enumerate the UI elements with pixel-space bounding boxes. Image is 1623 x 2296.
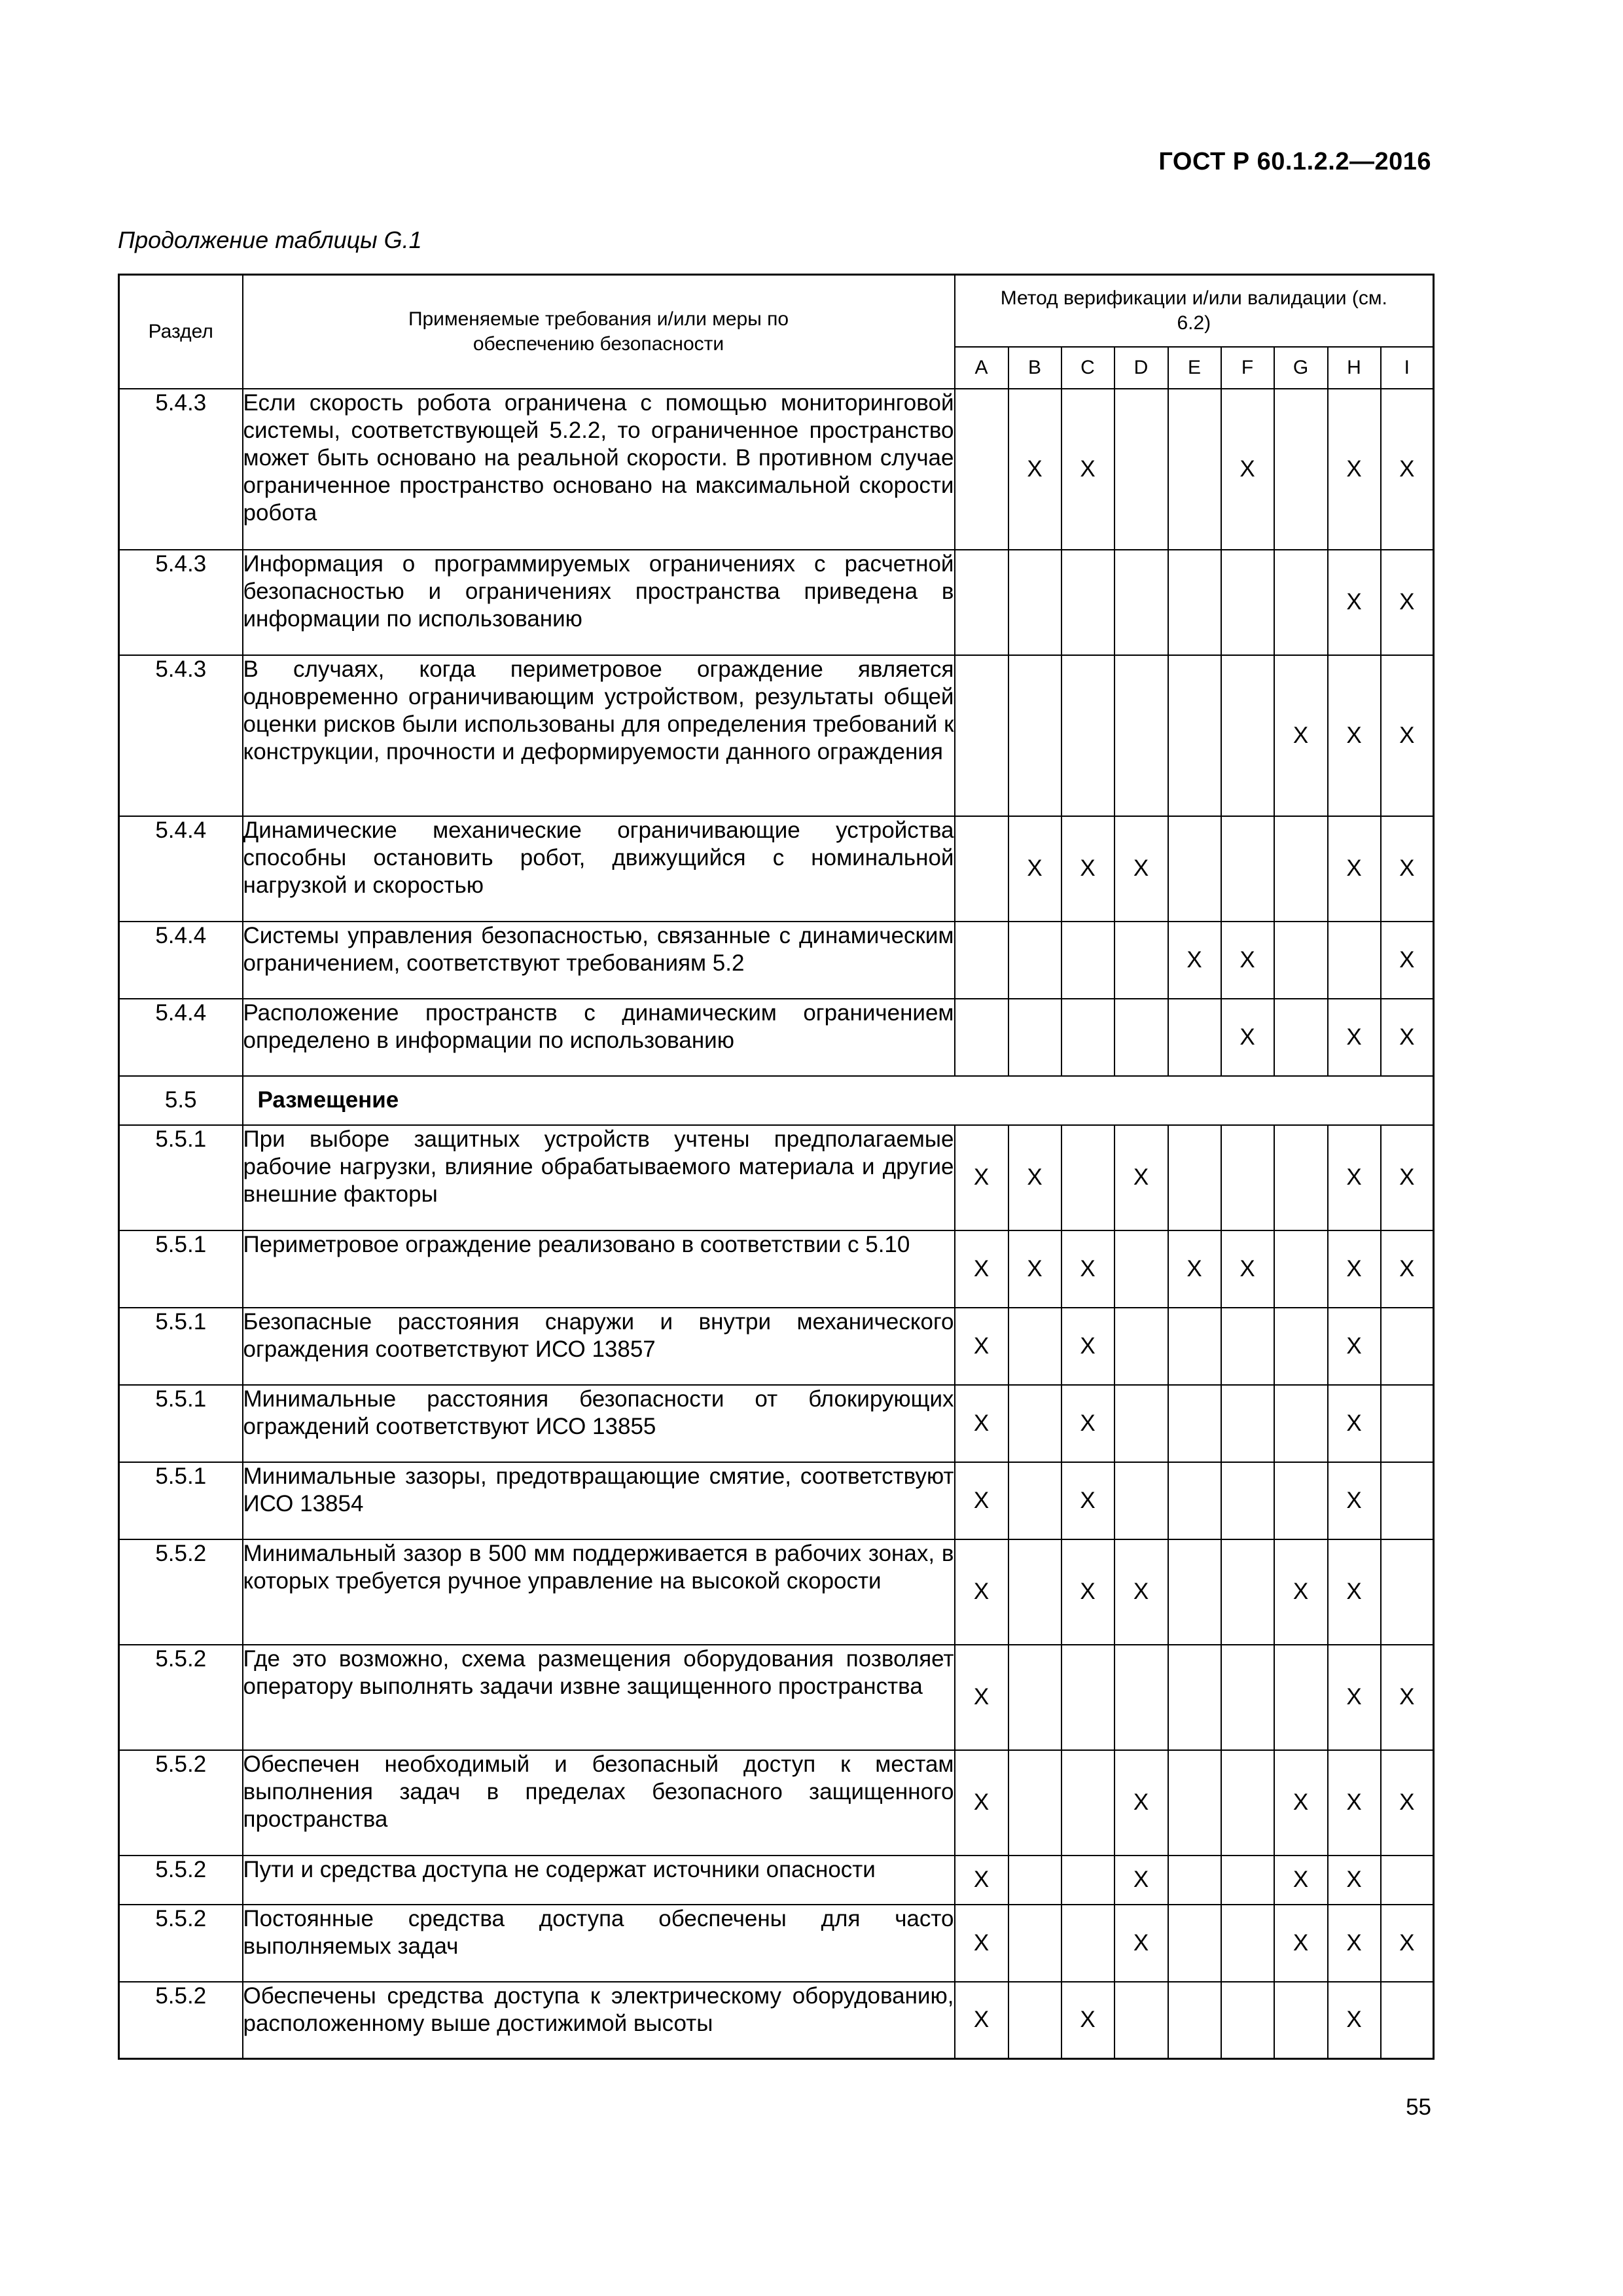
- method-mark-c: X: [1061, 1308, 1115, 1385]
- section-number: 5.5.2: [119, 1856, 243, 1905]
- method-letter-d: D: [1115, 347, 1168, 389]
- method-mark-e: [1168, 1982, 1221, 2059]
- method-mark-c: [1061, 922, 1115, 999]
- method-mark-f: X: [1221, 999, 1274, 1076]
- requirement-text: Минимальные зазоры, предотвращающие смятие, соответствуют ИСО 13854: [243, 1462, 955, 1539]
- table-row: [119, 1385, 1434, 1462]
- header-requirements: Применяемые требования и/или меры по обеспечению безопасности: [243, 275, 955, 389]
- section-number: 5.4.3: [119, 655, 243, 816]
- method-mark-e: X: [1168, 922, 1221, 999]
- table-row: [119, 1905, 1434, 1982]
- method-mark-a: X: [955, 1645, 1008, 1750]
- section-number: 5.5.1: [119, 1462, 243, 1539]
- requirement-text: Если скорость робота ограничена с помощью мониторинговой системы, соответствующей 5.2.2, то ограниченное пространство может быть основано на реальной скорости. В противном случае ограниченное пространство основано на максимальной скорости робота: [243, 389, 955, 550]
- method-mark-g: [1274, 550, 1328, 655]
- method-mark-a: X: [955, 1750, 1008, 1856]
- method-mark-a: X: [955, 1856, 1008, 1905]
- method-mark-b: [1008, 1462, 1061, 1539]
- method-mark-b: [1008, 922, 1061, 999]
- method-letter-e: E: [1168, 347, 1221, 389]
- method-mark-i: [1381, 1856, 1434, 1905]
- method-letter-c: C: [1061, 347, 1115, 389]
- method-mark-b: X: [1008, 1230, 1061, 1308]
- method-mark-a: X: [955, 1385, 1008, 1462]
- method-mark-h: X: [1328, 1905, 1381, 1982]
- method-mark-b: [1008, 550, 1061, 655]
- method-mark-d: [1115, 389, 1168, 550]
- method-mark-i: X: [1381, 1230, 1434, 1308]
- method-mark-b: [1008, 1645, 1061, 1750]
- method-mark-e: [1168, 389, 1221, 550]
- section-number: 5.5.1: [119, 1308, 243, 1385]
- method-mark-b: [1008, 1308, 1061, 1385]
- method-mark-b: X: [1008, 816, 1061, 922]
- table-row: [119, 1539, 1434, 1645]
- method-mark-c: [1061, 1856, 1115, 1905]
- requirement-text: В случаях, когда периметровое ограждение является одновременно ограничивающим устройством, результаты общей оценки рисков были использованы для определения требований к конструкции, прочности и деформируемости данного ограждения: [243, 655, 955, 816]
- method-mark-a: [955, 999, 1008, 1076]
- method-mark-e: [1168, 1539, 1221, 1645]
- section-number: 5.4.3: [119, 550, 243, 655]
- method-mark-f: [1221, 1308, 1274, 1385]
- method-mark-f: [1221, 816, 1274, 922]
- method-mark-g: [1274, 1645, 1328, 1750]
- requirement-text: Периметровое ограждение реализовано в соответствии с 5.10: [243, 1230, 955, 1308]
- method-mark-f: X: [1221, 1230, 1274, 1308]
- method-mark-h: X: [1328, 1645, 1381, 1750]
- method-mark-g: [1274, 1125, 1328, 1230]
- method-letter-a: A: [955, 347, 1008, 389]
- section-number: 5.5.2: [119, 1645, 243, 1750]
- section-number: 5.5.2: [119, 1982, 243, 2059]
- table-header: [119, 275, 1434, 389]
- method-letter-g: G: [1274, 347, 1328, 389]
- method-mark-h: X: [1328, 1385, 1381, 1462]
- method-mark-g: [1274, 1385, 1328, 1462]
- section-number: 5.5.1: [119, 1385, 243, 1462]
- requirement-text: Обеспечен необходимый и безопасный доступ к местам выполнения задач в пределах безопасного защищенного пространства: [243, 1750, 955, 1856]
- method-mark-h: X: [1328, 1230, 1381, 1308]
- method-mark-i: X: [1381, 1125, 1434, 1230]
- section-number: 5.4.3: [119, 389, 243, 550]
- method-mark-a: [955, 389, 1008, 550]
- method-mark-h: X: [1328, 655, 1381, 816]
- method-mark-h: X: [1328, 550, 1381, 655]
- method-mark-f: [1221, 1125, 1274, 1230]
- requirement-text: Минимальные расстояния безопасности от блокирующих ограждений соответствуют ИСО 13855: [243, 1385, 955, 1462]
- method-mark-g: [1274, 389, 1328, 550]
- section-number: 5.5.2: [119, 1539, 243, 1645]
- method-mark-h: X: [1328, 1308, 1381, 1385]
- method-mark-f: [1221, 1982, 1274, 2059]
- method-mark-d: X: [1115, 1125, 1168, 1230]
- table-row: [119, 655, 1434, 816]
- section-number: 5.4.4: [119, 922, 243, 999]
- method-mark-i: X: [1381, 389, 1434, 550]
- method-mark-f: [1221, 1645, 1274, 1750]
- table-row: [119, 1645, 1434, 1750]
- method-mark-h: X: [1328, 1856, 1381, 1905]
- method-mark-c: [1061, 1750, 1115, 1856]
- method-mark-e: [1168, 1385, 1221, 1462]
- method-mark-e: [1168, 550, 1221, 655]
- method-mark-g: [1274, 1982, 1328, 2059]
- method-mark-h: X: [1328, 1750, 1381, 1856]
- method-mark-c: X: [1061, 1462, 1115, 1539]
- method-mark-f: X: [1221, 922, 1274, 999]
- verification-table: [118, 274, 1435, 2060]
- method-mark-e: [1168, 1462, 1221, 1539]
- requirement-text: Постоянные средства доступа обеспечены для часто выполняемых задач: [243, 1905, 955, 1982]
- section-heading-row: [119, 1076, 1434, 1125]
- method-letter-i: I: [1381, 347, 1434, 389]
- table-row: [119, 1750, 1434, 1856]
- table-body: [119, 389, 1434, 2059]
- table-row: [119, 1856, 1434, 1905]
- method-mark-i: [1381, 1308, 1434, 1385]
- method-mark-b: X: [1008, 389, 1061, 550]
- method-mark-e: [1168, 1125, 1221, 1230]
- requirement-text: Где это возможно, схема размещения оборудования позволяет оператору выполнять задачи извне защищенного пространства: [243, 1645, 955, 1750]
- method-mark-b: [1008, 1385, 1061, 1462]
- method-mark-h: X: [1328, 999, 1381, 1076]
- section-number: 5.4.4: [119, 999, 243, 1076]
- table-row: [119, 1982, 1434, 2059]
- method-mark-e: [1168, 1905, 1221, 1982]
- method-mark-h: X: [1328, 1125, 1381, 1230]
- method-mark-b: [1008, 1905, 1061, 1982]
- table-caption: Продолжение таблицы G.1: [118, 226, 422, 253]
- table-row: [119, 816, 1434, 922]
- method-mark-b: [1008, 1856, 1061, 1905]
- section-number: 5.5: [119, 1076, 243, 1125]
- method-mark-f: [1221, 655, 1274, 816]
- method-mark-c: [1061, 655, 1115, 816]
- method-mark-f: [1221, 1856, 1274, 1905]
- method-mark-c: X: [1061, 389, 1115, 550]
- method-mark-c: [1061, 999, 1115, 1076]
- method-mark-f: X: [1221, 389, 1274, 550]
- method-mark-i: [1381, 1539, 1434, 1645]
- method-mark-g: [1274, 922, 1328, 999]
- method-mark-d: X: [1115, 816, 1168, 922]
- method-mark-h: [1328, 922, 1381, 999]
- method-mark-f: [1221, 1750, 1274, 1856]
- method-mark-b: X: [1008, 1125, 1061, 1230]
- method-mark-e: [1168, 999, 1221, 1076]
- method-mark-i: X: [1381, 922, 1434, 999]
- requirement-text: Обеспечены средства доступа к электрическому оборудованию, расположенному выше достижимой высоты: [243, 1982, 955, 2059]
- requirement-text: При выборе защитных устройств учтены предполагаемые рабочие нагрузки, влияние обрабатываемого материала и другие внешние факторы: [243, 1125, 955, 1230]
- method-mark-e: X: [1168, 1230, 1221, 1308]
- method-mark-d: [1115, 655, 1168, 816]
- method-mark-g: X: [1274, 1905, 1328, 1982]
- method-mark-a: [955, 655, 1008, 816]
- method-mark-i: X: [1381, 1645, 1434, 1750]
- method-mark-i: [1381, 1385, 1434, 1462]
- method-mark-h: X: [1328, 389, 1381, 550]
- method-mark-b: [1008, 1750, 1061, 1856]
- method-mark-a: [955, 550, 1008, 655]
- method-mark-a: X: [955, 1462, 1008, 1539]
- method-mark-b: [1008, 655, 1061, 816]
- method-mark-d: [1115, 1462, 1168, 1539]
- method-mark-c: [1061, 1905, 1115, 1982]
- method-mark-i: X: [1381, 655, 1434, 816]
- method-mark-a: X: [955, 1308, 1008, 1385]
- method-mark-i: X: [1381, 1905, 1434, 1982]
- method-mark-d: X: [1115, 1856, 1168, 1905]
- requirement-text: Динамические механические ограничивающие устройства способны остановить робот, движущийся с номинальной нагрузкой и скоростью: [243, 816, 955, 922]
- method-mark-g: [1274, 816, 1328, 922]
- method-mark-a: [955, 922, 1008, 999]
- table-row: [119, 1125, 1434, 1230]
- standard-code: ГОСТ Р 60.1.2.2—2016: [1158, 148, 1431, 175]
- method-mark-e: [1168, 1856, 1221, 1905]
- method-mark-e: [1168, 1308, 1221, 1385]
- method-mark-c: [1061, 550, 1115, 655]
- method-mark-g: X: [1274, 1750, 1328, 1856]
- table-row: [119, 999, 1434, 1076]
- method-mark-f: [1221, 1905, 1274, 1982]
- method-mark-g: [1274, 1230, 1328, 1308]
- method-letter-h: H: [1328, 347, 1381, 389]
- method-mark-g: X: [1274, 1856, 1328, 1905]
- method-letter-f: F: [1221, 347, 1274, 389]
- method-mark-f: [1221, 550, 1274, 655]
- method-mark-i: X: [1381, 999, 1434, 1076]
- requirement-text: Безопасные расстояния снаружи и внутри механического ограждения соответствуют ИСО 13857: [243, 1308, 955, 1385]
- table-row: [119, 389, 1434, 550]
- method-mark-f: [1221, 1385, 1274, 1462]
- method-mark-g: X: [1274, 1539, 1328, 1645]
- requirement-text: Пути и средства доступа не содержат источники опасности: [243, 1856, 955, 1905]
- section-number: 5.5.1: [119, 1230, 243, 1308]
- table-row: [119, 922, 1434, 999]
- requirement-text: Информация о программируемых ограничениях с расчетной безопасностью и ограничениях пространства приведена в информации по использованию: [243, 550, 955, 655]
- section-title: Размещение: [243, 1076, 1434, 1125]
- method-mark-d: [1115, 1982, 1168, 2059]
- method-mark-b: [1008, 1982, 1061, 2059]
- method-mark-d: [1115, 922, 1168, 999]
- method-mark-h: X: [1328, 1539, 1381, 1645]
- method-mark-h: X: [1328, 816, 1381, 922]
- method-mark-i: X: [1381, 550, 1434, 655]
- method-mark-c: X: [1061, 1539, 1115, 1645]
- method-mark-i: [1381, 1982, 1434, 2059]
- method-mark-a: X: [955, 1905, 1008, 1982]
- requirement-text: Расположение пространств с динамическим ограничением определено в информации по использованию: [243, 999, 955, 1076]
- table-row: [119, 1230, 1434, 1308]
- method-mark-e: [1168, 816, 1221, 922]
- method-mark-c: X: [1061, 1230, 1115, 1308]
- method-mark-c: X: [1061, 1385, 1115, 1462]
- method-mark-c: X: [1061, 1982, 1115, 2059]
- method-mark-d: [1115, 1308, 1168, 1385]
- method-mark-d: X: [1115, 1539, 1168, 1645]
- method-mark-d: X: [1115, 1905, 1168, 1982]
- method-letter-b: B: [1008, 347, 1061, 389]
- method-mark-d: [1115, 550, 1168, 655]
- section-number: 5.5.2: [119, 1905, 243, 1982]
- method-mark-e: [1168, 655, 1221, 816]
- method-mark-i: X: [1381, 1750, 1434, 1856]
- method-mark-c: [1061, 1125, 1115, 1230]
- method-mark-d: X: [1115, 1750, 1168, 1856]
- method-mark-b: [1008, 1539, 1061, 1645]
- section-number: 5.4.4: [119, 816, 243, 922]
- header-method: Метод верификации и/или валидации (см. 6.2): [955, 275, 1434, 347]
- method-mark-a: X: [955, 1982, 1008, 2059]
- header-section: Раздел: [119, 275, 243, 389]
- method-mark-g: [1274, 999, 1328, 1076]
- method-mark-g: [1274, 1462, 1328, 1539]
- method-mark-i: X: [1381, 816, 1434, 922]
- method-mark-a: X: [955, 1230, 1008, 1308]
- method-mark-c: [1061, 1645, 1115, 1750]
- method-mark-f: [1221, 1462, 1274, 1539]
- section-number: 5.5.2: [119, 1750, 243, 1856]
- method-mark-d: [1115, 1645, 1168, 1750]
- method-mark-g: [1274, 1308, 1328, 1385]
- table-row: [119, 1308, 1434, 1385]
- method-mark-a: X: [955, 1125, 1008, 1230]
- method-mark-e: [1168, 1645, 1221, 1750]
- method-mark-d: [1115, 999, 1168, 1076]
- requirement-text: Системы управления безопасностью, связанные с динамическим ограничением, соответствуют требованиям 5.2: [243, 922, 955, 999]
- method-mark-d: [1115, 1385, 1168, 1462]
- method-mark-c: X: [1061, 816, 1115, 922]
- page-number: 55: [1406, 2094, 1431, 2120]
- method-mark-b: [1008, 999, 1061, 1076]
- method-mark-g: X: [1274, 655, 1328, 816]
- method-mark-h: X: [1328, 1462, 1381, 1539]
- method-mark-a: [955, 816, 1008, 922]
- table-row: [119, 1462, 1434, 1539]
- requirement-text: Минимальный зазор в 500 мм поддерживается в рабочих зонах, в которых требуется ручное управление на высокой скорости: [243, 1539, 955, 1645]
- table-row: [119, 550, 1434, 655]
- method-mark-i: [1381, 1462, 1434, 1539]
- method-mark-f: [1221, 1539, 1274, 1645]
- method-mark-e: [1168, 1750, 1221, 1856]
- method-mark-a: X: [955, 1539, 1008, 1645]
- section-number: 5.5.1: [119, 1125, 243, 1230]
- method-mark-d: [1115, 1230, 1168, 1308]
- method-mark-h: X: [1328, 1982, 1381, 2059]
